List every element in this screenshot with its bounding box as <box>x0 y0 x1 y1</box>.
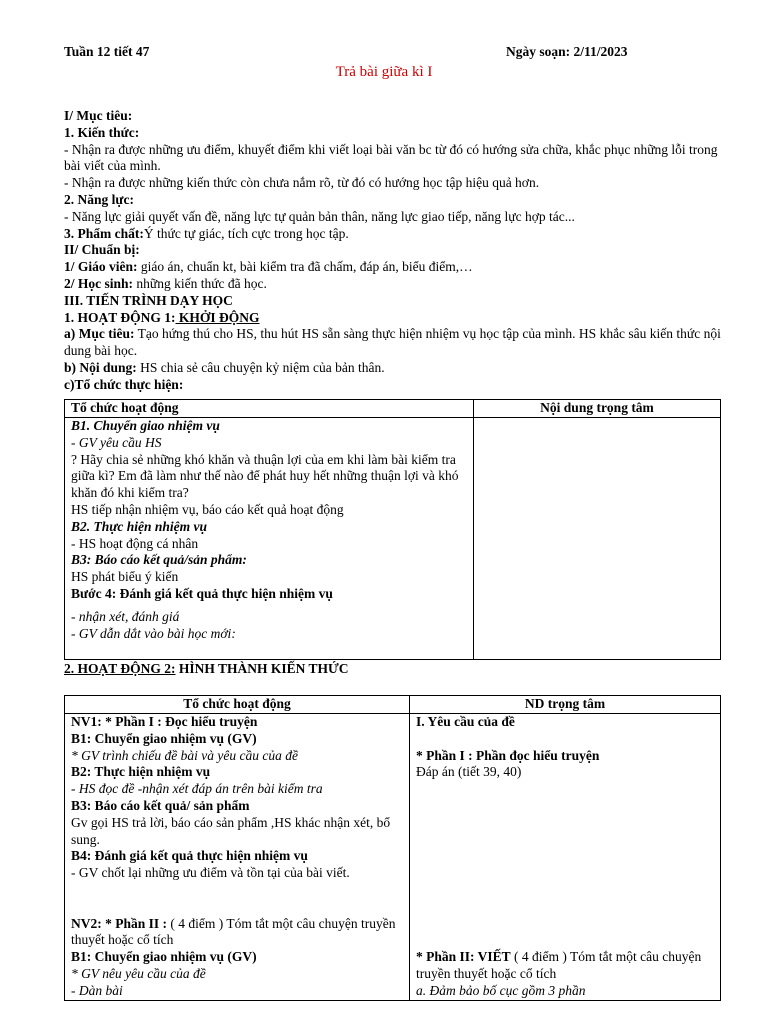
b2-item-a: - HS hoạt động cá nhân <box>71 535 199 551</box>
table2-activity-cell <box>65 714 410 1001</box>
teacher-line <box>64 259 724 276</box>
activity2-label: 2. HOẠT ĐỘNG 2: <box>64 661 176 676</box>
table1-content-cell <box>474 418 721 660</box>
activity1-label: 1. HOẠT ĐỘNG 1: <box>64 309 176 325</box>
table1-header-content: Nội dung trọng tâm <box>474 400 721 418</box>
nv1-b4-heading: B4: Đánh giá kết quả thực hiện nhiệm vụ <box>71 848 308 864</box>
activity1-table <box>64 399 721 660</box>
b3-item-a: HS phát biểu ý kiến <box>71 569 179 585</box>
student-text: những kiến thức đã học. <box>133 275 267 291</box>
requirements-heading: I. Yêu cầu của đề <box>416 714 515 729</box>
b1-heading: B1. Chuyển giao nhiệm vụ <box>71 418 220 433</box>
part1-heading: * Phần I : Phần đọc hiểu truyện <box>416 747 600 763</box>
content-line <box>64 360 724 377</box>
goal-line <box>64 326 724 360</box>
b4-item-a: - nhận xét, đánh giá <box>71 608 180 624</box>
table2-header-content: ND trọng tâm <box>410 696 721 714</box>
knowledge-item-1: - Nhận ra được những ưu điểm, khuyết điểm khi viết loại bài văn bc từ đó có hướng sửa chữa, khắc phục những lỗi trong bài viết của mình. <box>64 141 718 174</box>
part2-text: ( 4 điểm ) Tóm tắt một câu chuyện truyền thuyết hoặc cổ tích <box>416 949 702 981</box>
b1-question: ? Hãy chia sẻ những khó khăn và thuận lợi của em khi làm bài kiểm tra giữa kì? Em đã làm như thế nào để phát huy hết những thuận lợi và khó khăn đó khi kiểm tra? <box>71 451 459 501</box>
nv1-b3-item: Gv gọi HS trả lời, báo cáo sản phẩm ,HS khác nhận xét, bổ sung. <box>71 814 391 847</box>
content-text: HS chia sẻ câu chuyện kỷ niệm của bản thân. <box>136 359 385 375</box>
nv1-b3-heading: B3: Báo cáo kết quả/ sản phẩm <box>71 797 250 813</box>
knowledge-item-2: - Nhận ra được những kiến thức còn chưa nắm rõ, từ đó có hướng học tập hiệu quả hơn. <box>64 175 540 191</box>
prepared-date: Ngày soạn: 2/11/2023 <box>506 44 628 59</box>
b1-item-c: HS tiếp nhận nhiệm vụ, báo cáo kết quả hoạt động <box>71 501 344 517</box>
preparation-heading: II/ Chuẩn bị: <box>64 242 140 258</box>
nv1-b2-heading: B2: Thực hiện nhiệm vụ <box>71 764 211 780</box>
student-line <box>64 276 724 293</box>
week-lesson: Tuần 12 tiết 47 <box>64 44 150 59</box>
b4-item-b: - GV dẫn dắt vào bài học mới: <box>71 625 236 641</box>
activity2-table <box>64 695 721 1001</box>
part2-label: * Phần II: VIẾT <box>416 949 511 965</box>
activity1-title: KHỞI ĐỘNG <box>175 309 260 325</box>
teacher-label: 1/ Giáo viên: <box>64 259 138 275</box>
content-label: b) Nội dung: <box>64 359 137 375</box>
teacher-text: giáo án, chuẩn kt, bài kiểm tra đã chấm, đáp án, biểu điểm,… <box>137 259 473 275</box>
goal-label: a) Mục tiêu: <box>64 326 135 342</box>
nv2-b1-item-b: - Dàn bài <box>71 982 123 998</box>
knowledge-heading: 1. Kiến thức: <box>64 124 140 140</box>
lesson-body <box>64 108 724 394</box>
table1-header-activity: Tổ chức hoạt động <box>65 400 474 418</box>
nv1-heading: NV1: * Phần I : Đọc hiểu truyện <box>71 714 258 729</box>
goal-text: Tạo hứng thú cho HS, thu hút HS sẵn sàng thực hiện nhiệm vụ học tập của mình. HS khắc sâu kiến thức nội dung bài học. <box>64 326 721 359</box>
part1-answer: Đáp án (tiết 39, 40) <box>416 764 522 780</box>
nv1-b1-item: * GV trình chiếu đề bài và yêu cầu của đề <box>71 747 298 763</box>
ability-heading: 2. Năng lực: <box>64 191 134 207</box>
nv2-text: ( 4 điểm ) Tóm tắt một câu chuyện truyền thuyết hoặc cổ tích <box>71 915 396 948</box>
structure-item: a. Đảm bảo bố cục gồm 3 phần <box>416 982 586 998</box>
table1-activity-cell <box>65 418 474 660</box>
nv2-b1-heading: B1: Chuyển giao nhiệm vụ (GV) <box>71 949 257 965</box>
activity1-heading <box>64 310 724 327</box>
activity2-heading <box>64 661 349 677</box>
nv2-line <box>71 916 403 950</box>
quality-text: Ý thức tự giác, tích cực trong học tập. <box>143 225 349 241</box>
table2-content-cell <box>410 714 721 1001</box>
b2-heading: B2. Thực hiện nhiệm vụ <box>71 518 207 534</box>
quality-line <box>64 226 724 243</box>
process-heading: III. TIẾN TRÌNH DẠY HỌC <box>64 292 233 308</box>
b1-item-a: - GV yêu cầu HS <box>71 434 162 450</box>
nv1-b1-heading: B1: Chuyển giao nhiệm vụ (GV) <box>71 730 257 746</box>
table2-header-activity: Tổ chức hoạt động <box>65 696 410 714</box>
nv2-label: NV2: * Phần II : <box>71 915 168 931</box>
b3-heading: B3: Báo cáo kết quả/sản phẩm: <box>71 552 247 568</box>
nv1-b2-item: - HS đọc đề -nhận xét đáp án trên bài kiểm tra <box>71 781 323 797</box>
student-label: 2/ Học sinh: <box>64 275 134 291</box>
ability-item-1: - Năng lực giải quyết vấn đề, năng lực tự quản bản thân, năng lực giao tiếp, năng lực hợp tác... <box>64 208 575 224</box>
activity2-title: HÌNH THÀNH KIẾN THỨC <box>175 661 349 676</box>
objectives-heading: I/ Mục tiêu: <box>64 108 133 123</box>
nv2-b1-item-a: * GV nêu yêu cầu của đề <box>71 965 206 981</box>
quality-heading: 3. Phẩm chất: <box>64 225 144 241</box>
part2-line <box>416 949 714 983</box>
organization-label: c)Tổ chức thực hiện: <box>64 376 184 392</box>
page-title: Trả bài giữa kì I <box>335 64 433 80</box>
b4-heading: Bước 4: Đánh giá kết quả thực hiện nhiệm vụ <box>71 585 333 601</box>
nv1-b4-item: - GV chốt lại những ưu điểm và tồn tại của bài viết. <box>71 865 350 881</box>
